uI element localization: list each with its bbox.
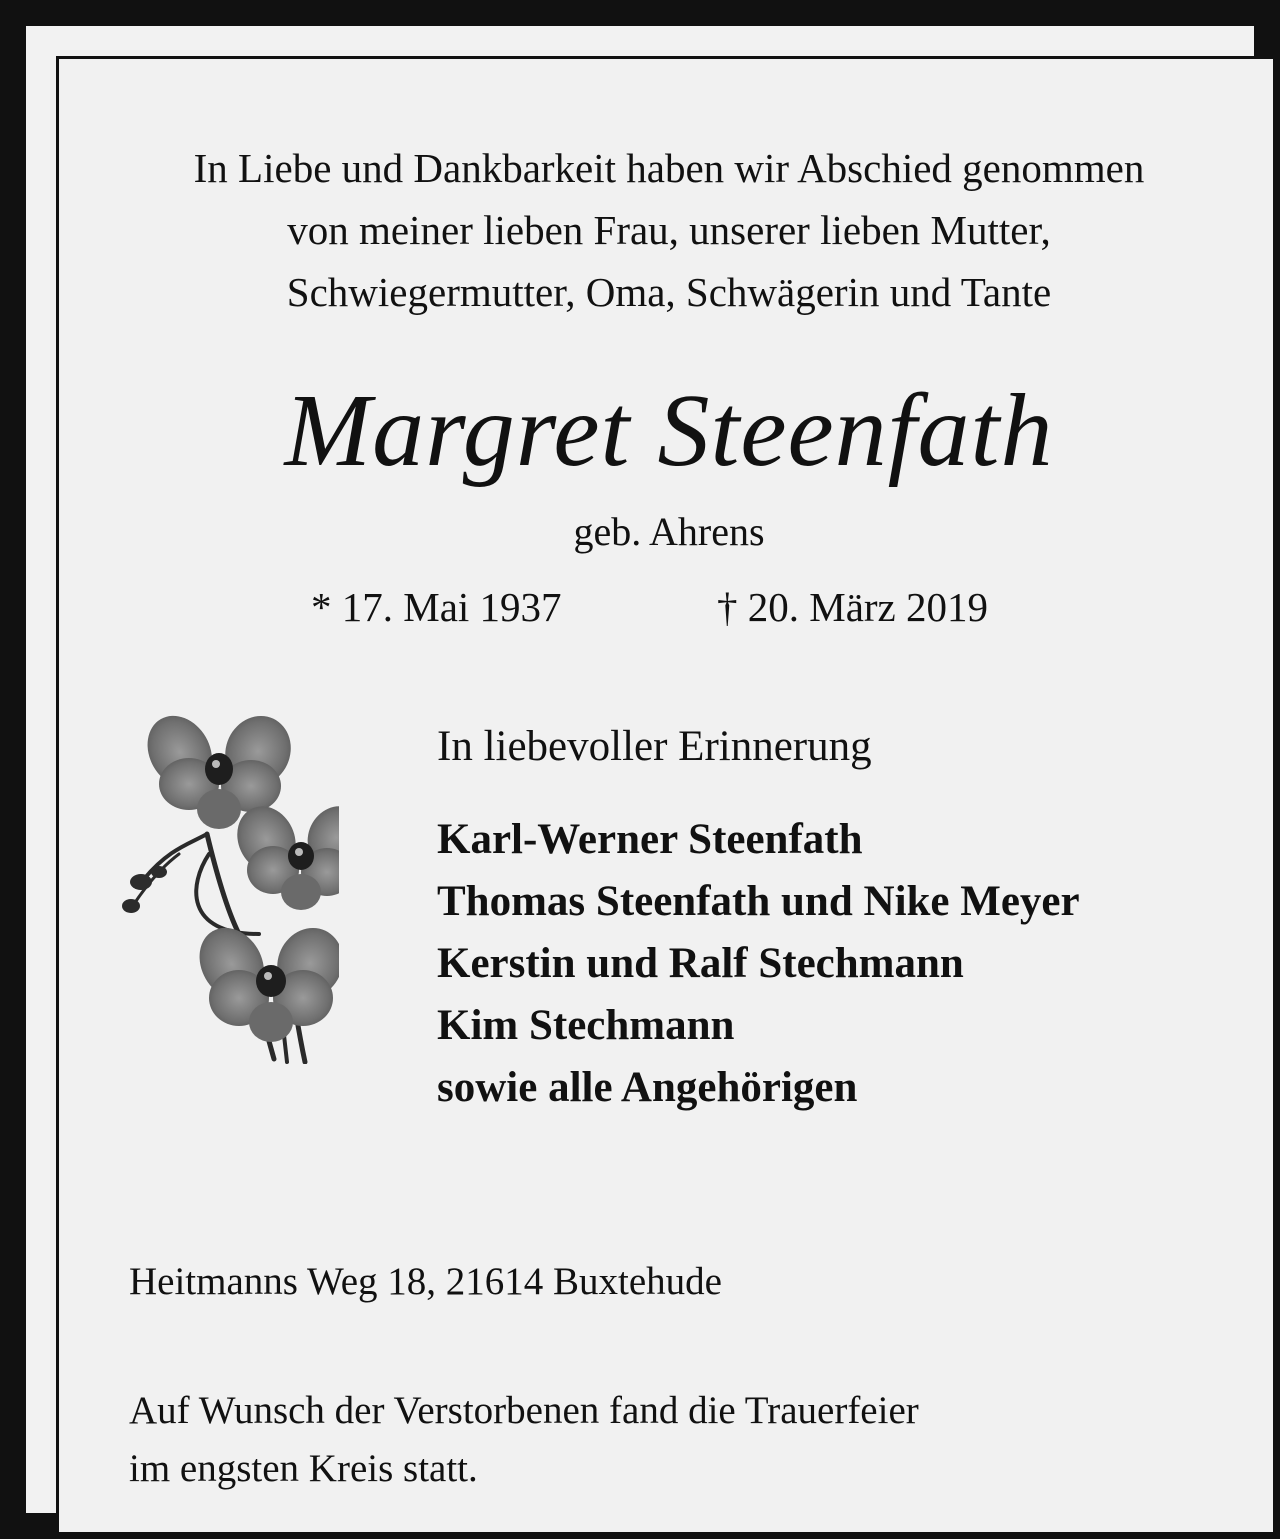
intro-line-3: Schwiegermutter, Oma, Schwägerin und Tante [286, 269, 1052, 315]
intro-text [59, 137, 1279, 323]
notice-line-1: Auf Wunsch der Verstorbenen fand die Trauerfeier [129, 1389, 919, 1432]
memory-line: In liebevoller Erinnerung [437, 723, 872, 770]
mourner-5: sowie alle Angehörigen [437, 1064, 858, 1111]
intro-line-1: In Liebe und Dankbarkeit haben wir Abschied genommen [193, 145, 1145, 191]
mourner-3: Kerstin und Ralf Stechmann [437, 940, 964, 987]
orchid-icon [89, 684, 339, 1064]
mourner-1: Karl-Werner Steenfath [437, 816, 863, 863]
deceased-name: Margret Steenfath [284, 373, 1054, 488]
born-name: geb. Ahrens [573, 509, 765, 554]
death-date: † 20. März 2019 [717, 584, 989, 630]
funeral-notice [129, 1382, 919, 1498]
notice-line-2: im engsten Kreis statt. [129, 1447, 478, 1490]
birth-date: * 17. Mai 1937 [311, 584, 562, 630]
intro-line-2: von meiner lieben Frau, unserer lieben Mutter, [287, 207, 1051, 253]
address: Heitmanns Weg 18, 21614 Buxtehude [129, 1260, 722, 1303]
mourner-4: Kim Stechmann [437, 1002, 735, 1049]
mourner-2: Thomas Steenfath und Nike Meyer [437, 878, 1080, 925]
mourners-list [437, 809, 1080, 1119]
obituary-panel [56, 56, 1276, 1535]
